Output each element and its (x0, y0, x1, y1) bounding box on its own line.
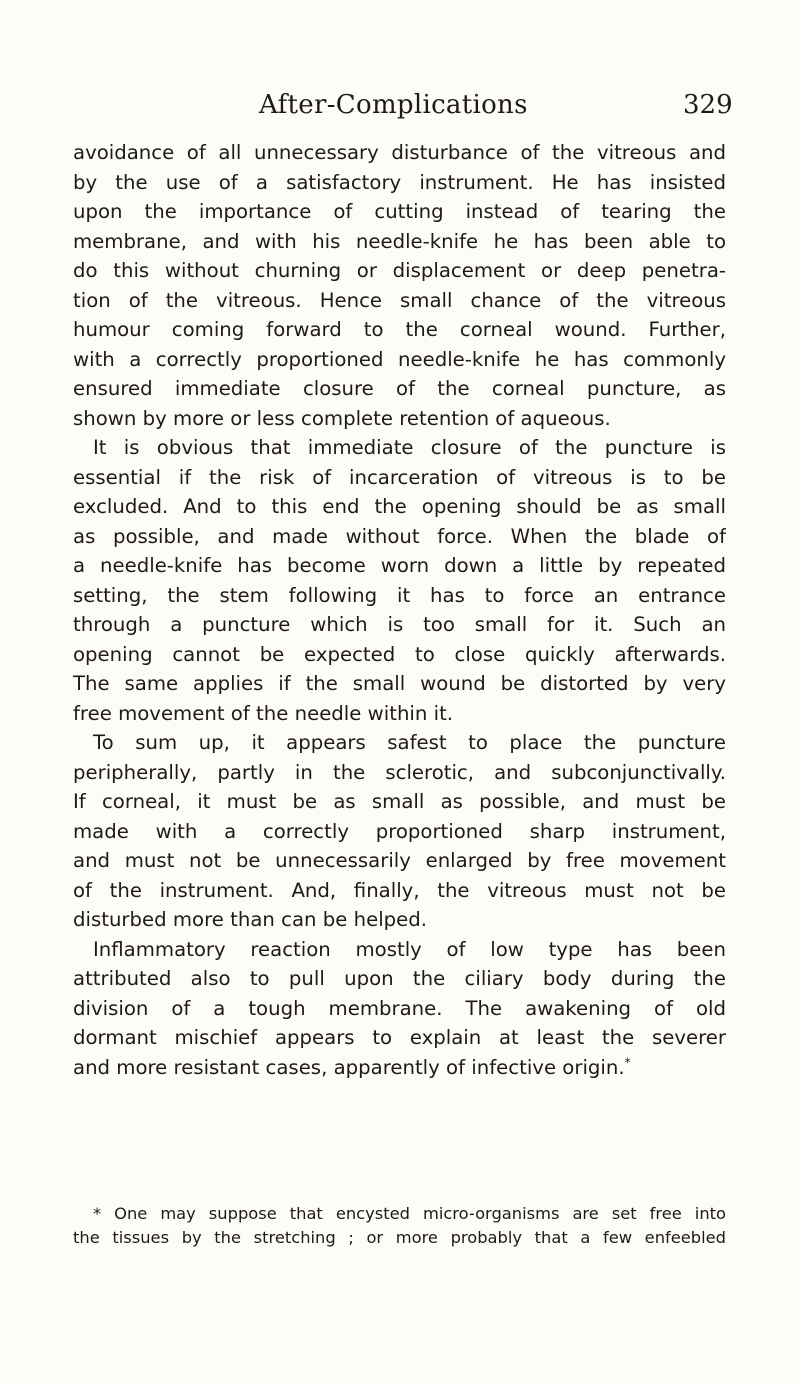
text-line: membrane, and with his needle-knife he has been able to (73, 229, 726, 253)
text-line: upon the importance of cutting instead of tearing the (73, 200, 726, 224)
text-line: shown by more or less complete retention of aqueous. (73, 406, 611, 430)
text-line: dormant mischief appears to explain at least the severer (73, 1026, 726, 1050)
footnote-line: the tissues by the stretching ; or more probably that a few enfeebled (73, 1227, 726, 1247)
paragraph-start-line: Inflammatory reaction mostly of low type has been (93, 937, 726, 961)
text-line: a needle-knife has become worn down a little by repeated (73, 554, 726, 578)
text-line: by the use of a satisfactory instrument. He has insisted (73, 170, 726, 194)
paragraph-start-line: It is obvious that immediate closure of the puncture is (93, 436, 726, 460)
text-line: opening cannot be expected to close quickly afterwards. (73, 642, 726, 666)
text-line: If corneal, it must be as small as possible, and must be (73, 790, 726, 814)
text-line: tion of the vitreous. Hence small chance of the vitreous (73, 288, 726, 312)
text-line: avoidance of all unnecessary disturbance of the vitreous and (73, 141, 726, 164)
text-line: as possible, and made without force. When the blade of (73, 524, 726, 548)
text-line: and must not be unnecessarily enlarged by free movement (73, 849, 726, 873)
text-line: made with a correctly proportioned sharp instrument, (73, 819, 726, 843)
text-line: free movement of the needle within it. (73, 701, 454, 725)
text-line: setting, the stem following it has to force an entrance (73, 583, 726, 607)
footnote-reference-marker: * (624, 1055, 631, 1070)
text-line: do this without churning or displacement or deep penetra- (73, 259, 726, 283)
text-line: of the instrument. And, finally, the vitreous must not be (73, 878, 726, 902)
text-line: peripherally, partly in the sclerotic, and subconjunctivally. (73, 760, 726, 784)
text-line: humour coming forward to the corneal wound. Further, (73, 318, 726, 342)
footnote-line: * One may suppose that encysted micro-organisms are set free into (93, 1204, 726, 1223)
running-head (0, 88, 800, 128)
text-line: The same applies if the small wound be distorted by very (73, 672, 726, 696)
text-line-with-footnote-ref (73, 1053, 726, 1083)
running-title: After-Complications (259, 90, 528, 120)
text-line: excluded. And to this end the opening should be as small (73, 495, 726, 519)
paragraph-start-line: To sum up, it appears safest to place the puncture (93, 731, 726, 755)
text-line: attributed also to pull upon the ciliary body during the (73, 967, 726, 991)
page-number: 329 (683, 90, 733, 120)
text-line: division of a tough membrane. The awakening of old (73, 996, 726, 1020)
body-text (73, 138, 726, 1083)
text-line: essential if the risk of incarceration of vitreous is to be (73, 465, 726, 489)
text-line: and more resistant cases, apparently of infective origin. (73, 1055, 625, 1079)
footnote (73, 1202, 726, 1249)
text-line: through a puncture which is too small for it. Such an (73, 613, 726, 637)
text-line: with a correctly proportioned needle-knife he has commonly (73, 347, 726, 371)
text-line: disturbed more than can be helped. (73, 908, 428, 932)
text-line: ensured immediate closure of the corneal puncture, as (73, 377, 726, 401)
